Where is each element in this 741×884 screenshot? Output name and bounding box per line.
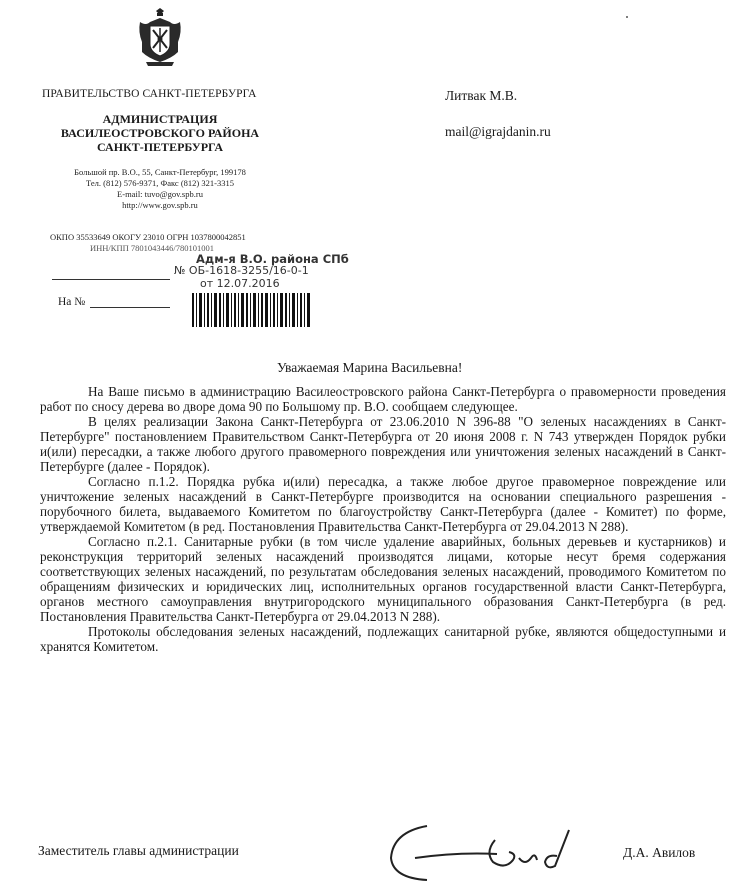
admin-title-line-2: ВАСИЛЕОСТРОВСКОГО РАЙОНА [60, 126, 260, 140]
stamp-line-3: от 12.07.2016 [200, 277, 280, 290]
spb-coat-of-arms-icon [138, 8, 182, 68]
ref-number-underline [90, 307, 170, 308]
ref-number-label: На № [58, 296, 86, 308]
recipient-name: Литвак М.В. [445, 88, 518, 103]
stamp-line-2: № ОБ-1618-3255/16-0-1 [174, 264, 309, 277]
date-underline [52, 279, 170, 280]
inn-kpp-line: ИНН/КПП 7801043446/780101001 [90, 243, 214, 253]
recipient-email: mail@igrajdanin.ru [445, 124, 551, 139]
government-header: ПРАВИТЕЛЬСТВО САНКТ-ПЕТЕРБУРГА [42, 88, 257, 100]
stamp-line-1: Адм-я В.О. района СПб [196, 252, 349, 266]
speck-mark [626, 16, 628, 18]
signer-name: Д.А. Авилов [623, 845, 696, 860]
admin-title-line-3: САНКТ-ПЕТЕРБУРГА [96, 140, 224, 154]
body-paragraph-1: На Ваше письмо в администрацию Василеостровского района Санкт-Петербурга о правомерности проведения работ по сносу дерева во дворе дома 90 по Большому пр. В.О. сообщаем следующее. [40, 384, 726, 414]
body-paragraph-2: В целях реализации Закона Санкт-Петербурга от 23.06.2010 N 396-88 "О зеленых насаждениях в Санкт-Петербурге" постановлением Правительством Санкт-Петербурга от 20 июня 2008 г. N 743 утвержден Порядок рубки и(или) пересадки, а также любого другого правомерного повреждения или уничтожения зеленых насаждений в Санкт-Петербурге (далее - Порядок). [40, 414, 726, 474]
email-line: E-mail: tuvo@gov.spb.ru [117, 189, 203, 199]
registry-codes: ОКПО 35533649 ОКОГУ 23010 ОГРН 1037800042851 [50, 232, 246, 242]
admin-title-line-1: АДМИНИСТРАЦИЯ [102, 112, 218, 126]
body-paragraph-4: Согласно п.2.1. Санитарные рубки (в том числе удаление аварийных, больных деревьев и кустарников) и реконструкция территорий зеленых насаждений производятся лицами, которые несут бремя содержания соответствующих зеленых насаждений, по результатам обследования зеленых насаждений, проводимого Комитетом по обращениям физических и юридических лиц, исполнительных органов государственной власти Санкт-Петербурга, органов местного самоуправления внутригородского муниципального образования Санкт-Петербурга (в ред. Постановления Правительства Санкт-Петербурга от 29.04.2013 N 288). [40, 534, 726, 624]
signer-position: Заместитель главы администрации [38, 843, 239, 858]
body-paragraph-5: Протоколы обследования зеленых насаждений, подлежащих санитарной рубке, являются общедоступными и хранятся Комитетом. [40, 624, 726, 654]
handwritten-signature [387, 822, 597, 884]
barcode-icon [192, 293, 312, 327]
phone-fax-line: Тел. (812) 576-9371, Факс (812) 321-3315 [86, 178, 234, 188]
address-line-1: Большой пр. В.О., 55, Санкт-Петербург, 199178 [74, 167, 246, 177]
website-line: http://www.gov.spb.ru [122, 200, 198, 210]
body-paragraph-3: Согласно п.1.2. Порядка рубка и(или) пересадка, а также любое другое правомерное повреждение или уничтожение зеленых насаждений в Санкт-Петербурге производится на основании специального разрешения - порубочного билета, выдаваемого Комитетом по благоустройству Санкт-Петербурга (далее - Комитет) по форме, утверждаемой Комитетом (в ред. Постановления Правительства Санкт-Петербурга от 29.04.2013 N 288). [40, 474, 726, 534]
letter-body [40, 384, 726, 654]
greeting: Уважаемая Марина Васильевна! [277, 360, 463, 375]
